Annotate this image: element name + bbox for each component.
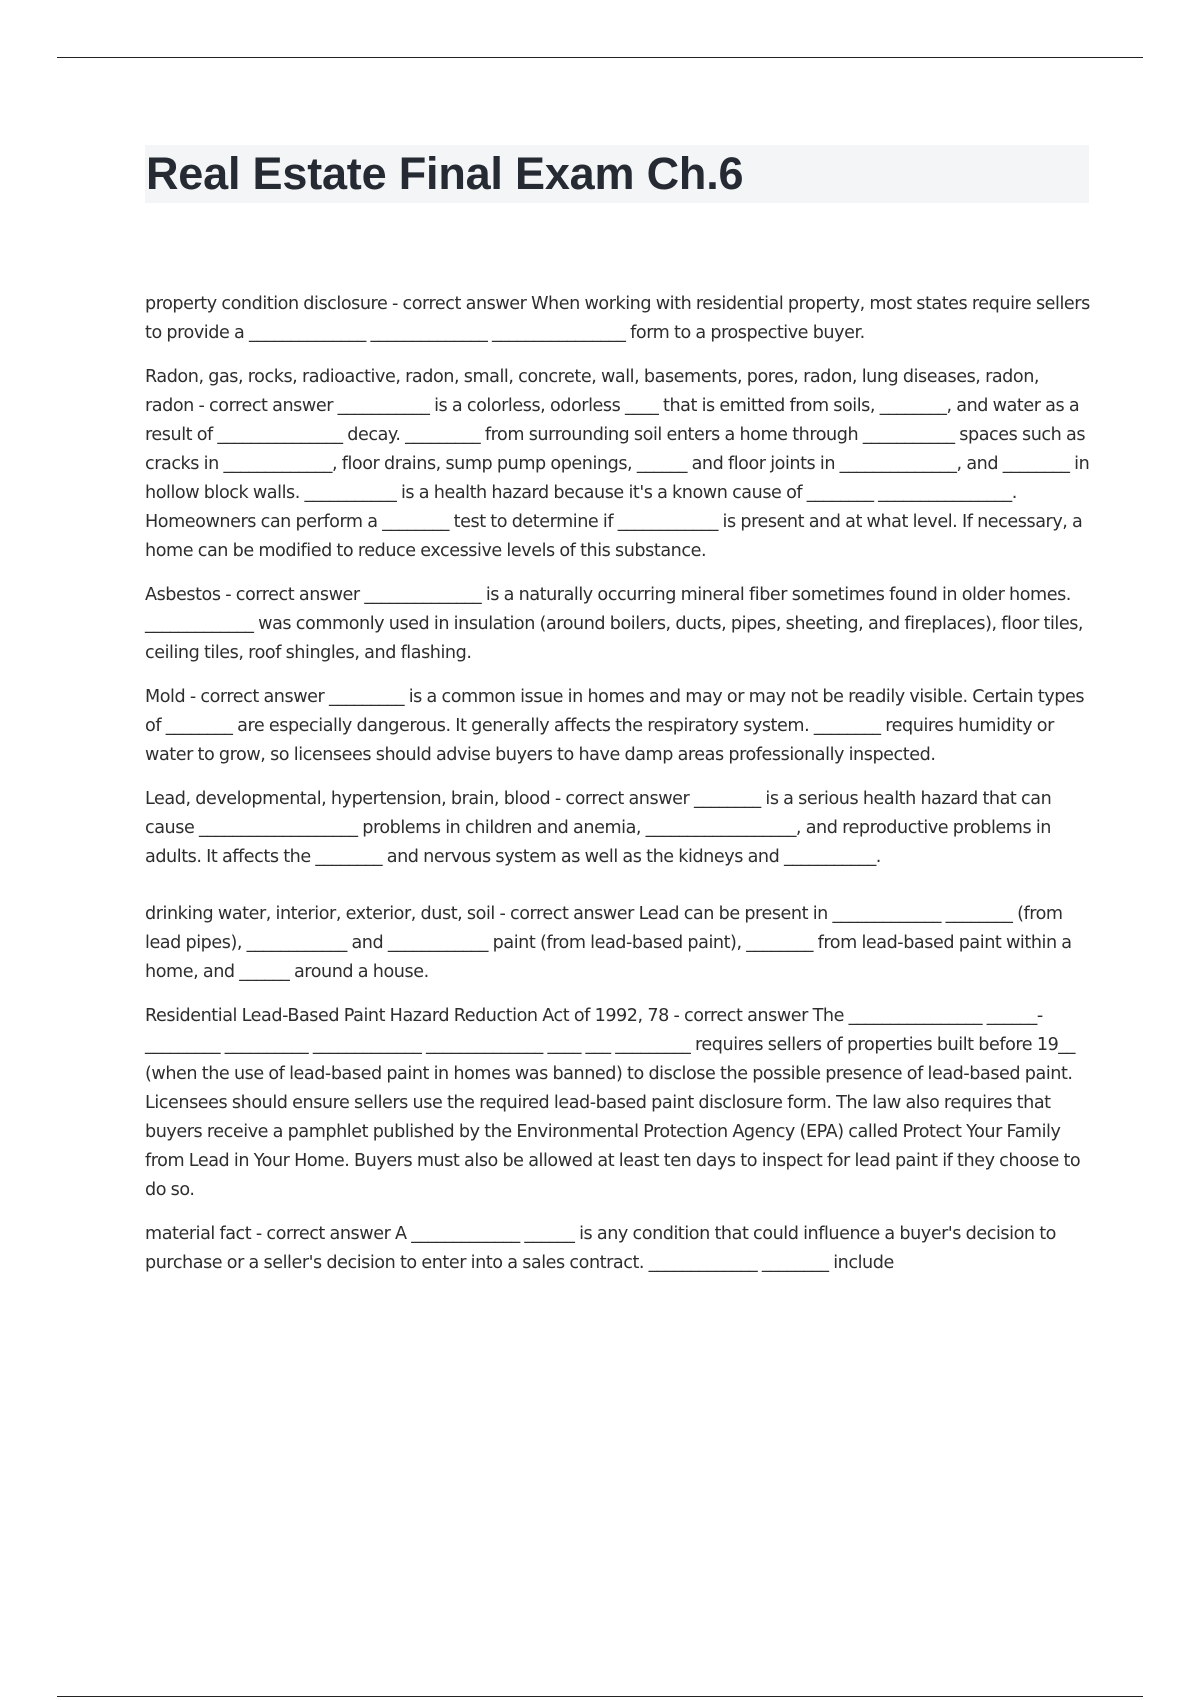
page-title: Real Estate Final Exam Ch.6 <box>146 148 744 199</box>
flashcard-entry: property condition disclosure - correct answer When working with residential property, most states require sellers to provide a ______________ ______________ ________________ form to a prospective buyer. <box>145 294 1090 343</box>
flashcard-entry: Asbestos - correct answer ______________ is a naturally occurring mineral fiber sometimes found in older homes. _____________ was commonly used in insulation (around boilers, ducts, pipes, sheeting, and fireplaces), floor tiles, ceiling tiles, roof shingles, and flashing. <box>145 585 1084 663</box>
flashcard-entry: Residential Lead-Based Paint Hazard Reduction Act of 1992, 78 - correct answer The ________________ ______-_________ __________ _____________ ______________ ____ ___ _________ requires sellers of properties built before 19__ (when the use of lead-based paint in homes was banned) to disclose the possible presence of lead-based paint. Licensees should ensure sellers use the required lead-based paint disclosure form. The law also requires that buyers receive a pamphlet published by the Environmental Protection Agency (EPA) called Protect Your Family from Lead in Your Home. Buyers must also be allowed at least ten days to inspect for lead paint if they choose to do so. <box>145 1006 1081 1200</box>
footer-rule <box>57 1696 1143 1697</box>
flashcard-entry: Lead, developmental, hypertension, brain, blood - correct answer ________ is a serious health hazard that can cause ___________________ problems in children and anemia, __________________, and reproductive problems in adults. It affects the ________ and nervous system as well as the kidneys and ___________. <box>145 789 1052 867</box>
flashcard-entry: drinking water, interior, exterior, dust, soil - correct answer Lead can be present in _____________ ________ (from lead pipes), ____________ and ____________ paint (from lead-based paint), ________ from lead-based paint within a home, and ______ around a house. <box>145 904 1072 982</box>
document-body <box>145 290 1090 1293</box>
flashcard-entry: Mold - correct answer _________ is a common issue in homes and may or may not be readily visible. Certain types of ________ are especially dangerous. It generally affects the respiratory system. ________ requires humidity or water to grow, so licensees should advise buyers to have damp areas professionally inspected. <box>145 687 1085 765</box>
flashcard-entry: Radon, gas, rocks, radioactive, radon, small, concrete, wall, basements, pores, radon, lung diseases, radon, radon - correct answer ___________ is a colorless, odorless ____ that is emitted from soils, ________, and water as a result of _______________ decay. _________ from surrounding soil enters a home through ___________ spaces such as cracks in _____________, floor drains, sump pump openings, ______ and floor joints in ______________, and ________ in hollow block walls. ___________ is a health hazard because it's a known cause of ________ ________________. Homeowners can perform a ________ test to determine if ____________ is present and at what level. If necessary, a home can be modified to reduce excessive levels of this substance. <box>145 367 1090 561</box>
flashcard-entry: material fact - correct answer A _____________ ______ is any condition that could influence a buyer's decision to purchase or a seller's decision to enter into a sales contract. _____________ ________ include <box>145 1224 1056 1273</box>
header-rule <box>57 57 1143 58</box>
